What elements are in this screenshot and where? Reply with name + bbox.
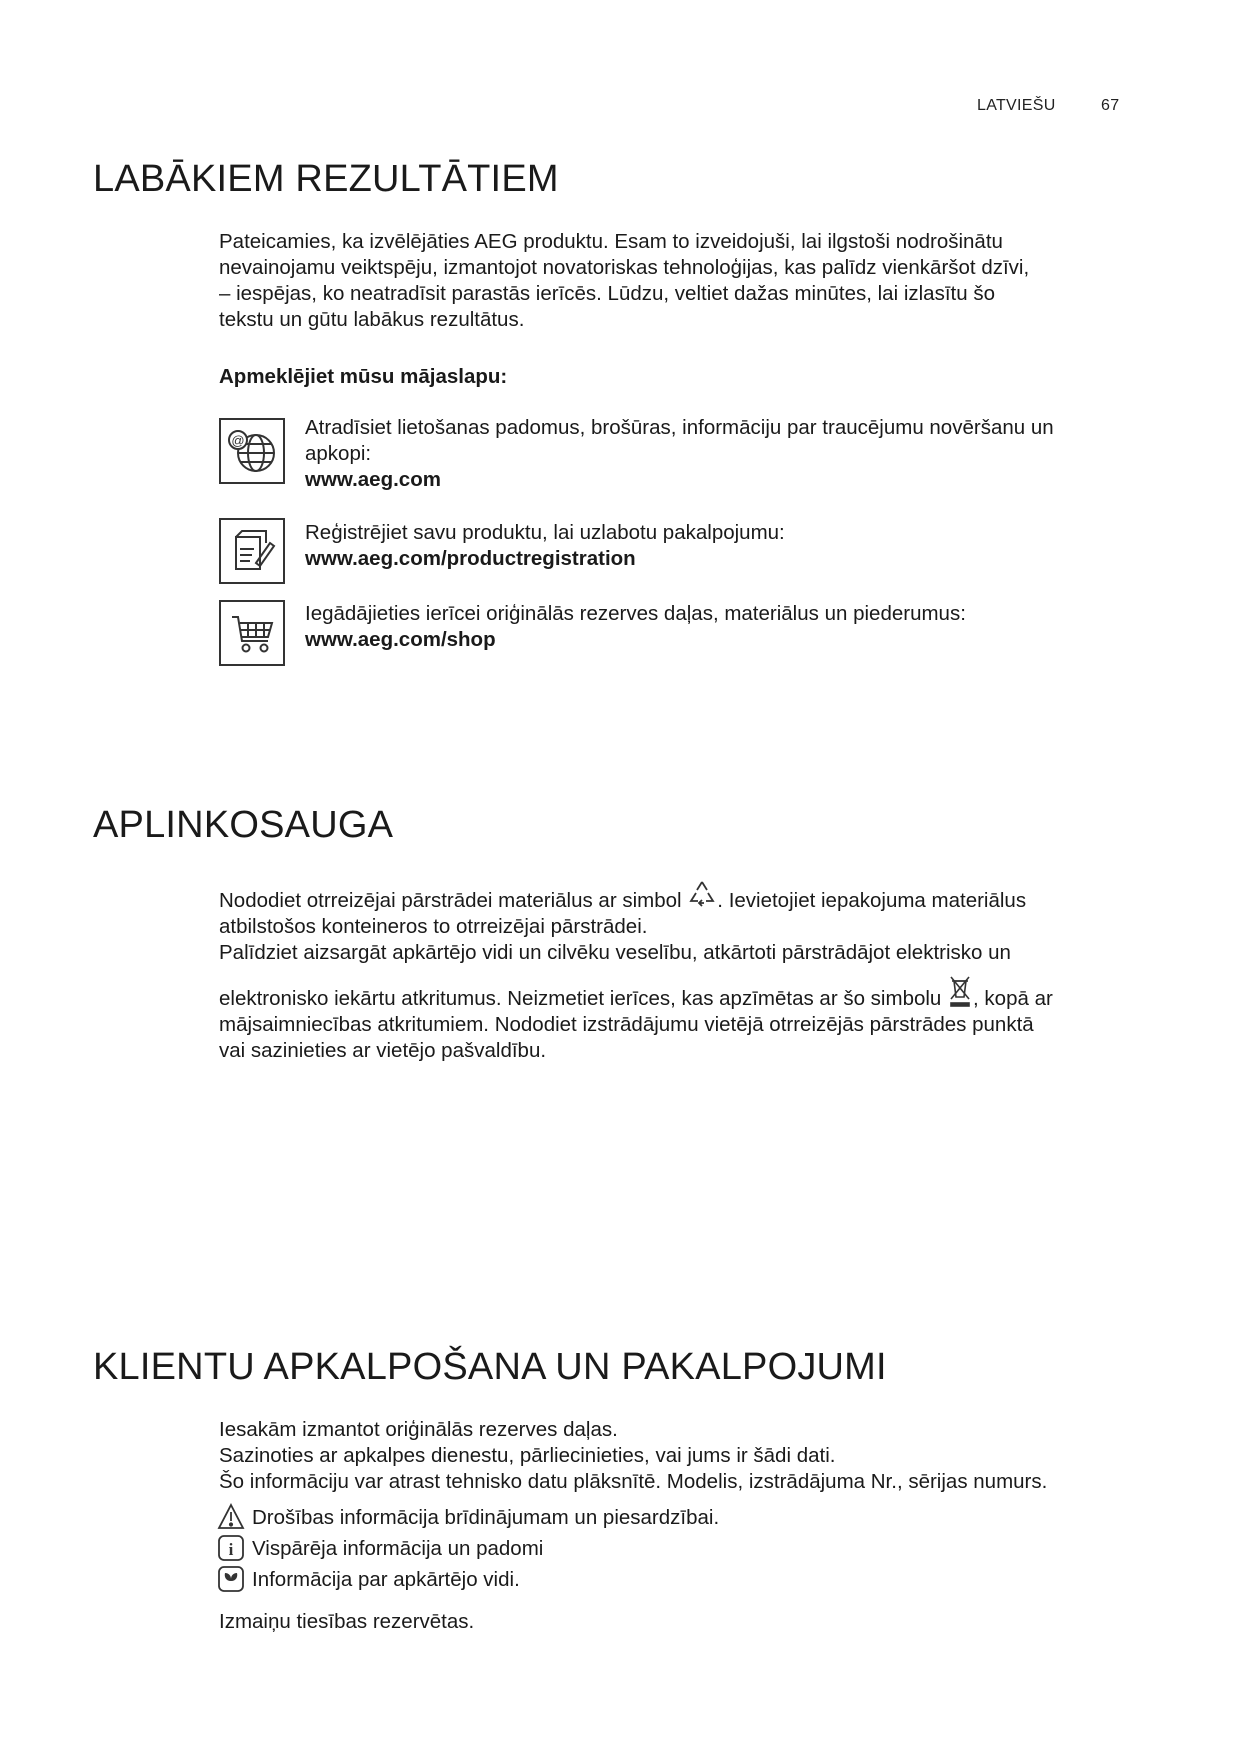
item-help-text (305, 415, 1054, 493)
service-line: Šo informāciju var atrast tehnisko datu plāksnītē. Modelis, izstrādājuma Nr., sērijas numurs. (219, 1470, 1048, 1493)
globe-at-icon (219, 418, 285, 484)
env-line: mājsaimniecības atkritumiem. Nododiet izstrādājumu vietējā otrreizējās pārstrādes punktā (219, 1013, 1034, 1036)
item-shop-text (305, 601, 966, 653)
item-line: Reģistrējiet savu produktu, lai uzlabotu pakalpojumu: (305, 521, 785, 544)
env-line (219, 879, 1026, 914)
item-line: apkopi: (305, 442, 372, 465)
intro-line: Pateicamies, ka izvēlējāties AEG produktu. Esam to izveidojuši, lai ilgstoši nodrošinātu (219, 230, 1003, 253)
section-title-customer-service: KLIENTU APKALPOŠANA UN PAKALPOJUMI (93, 1346, 887, 1388)
service-line: Iesakām izmantot oriģinālās rezerves daļas. (219, 1418, 618, 1441)
header-language: LATVIEŠU (977, 97, 1056, 114)
recycle-icon (687, 879, 717, 909)
link-product-registration[interactable]: www.aeg.com/productregistration (305, 547, 636, 570)
env-line: Palīdziet aizsargāt apkārtējo vidi un cilvēku veselību, atkārtoti pārstrādājot elektrisko un (219, 941, 1011, 964)
rights-reserved-note: Izmaiņu tiesības rezervētas. (219, 1610, 475, 1633)
legend-info-text: Vispārēja informācija un padomi (252, 1537, 544, 1560)
legend-environment-text: Informācija par apkārtējo vidi. (252, 1568, 520, 1591)
crossed-bin-icon (947, 975, 973, 1009)
link-aeg-shop[interactable]: www.aeg.com/shop (305, 628, 496, 651)
service-paragraph (219, 1417, 1047, 1495)
intro-line: nevainojamu veiktspēju, izmantojot novatoriskas tehnoloģijas, kas palīdz vienkāršot dzīvi, (219, 256, 1030, 279)
env-line (219, 975, 1053, 1012)
env-line: atbilstošos konteineros to otrreizējai pārstrādei. (219, 915, 648, 938)
intro-line: tekstu un gūtu labākus rezultātus. (219, 308, 525, 331)
env-text: , kopā ar (973, 987, 1053, 1010)
svg-text:@: @ (231, 433, 245, 448)
item-line: Atradīsiet lietošanas padomus, brošūras, informāciju par traucējumu novēršanu un (305, 416, 1054, 439)
intro-paragraph (219, 229, 1029, 333)
registration-note-icon (219, 518, 285, 584)
visit-website-label: Apmeklējiet mūsu mājaslapu: (219, 365, 508, 388)
intro-line: – iespējas, ko neatradīsit parastās ierīcēs. Lūdzu, veltiet dažas minūtes, lai izlasītu šo (219, 282, 995, 305)
page-number: 67 (1101, 97, 1120, 114)
env-line: vai sazinieties ar vietējo pašvaldību. (219, 1039, 547, 1062)
warning-triangle-icon (217, 1503, 245, 1531)
env-text: . Ievietojiet iepakojuma materiālus (717, 889, 1027, 912)
legend-safety-text: Drošības informācija brīdinājumam un piesardzībai. (252, 1506, 720, 1529)
section-title-environment: APLINKOSAUGA (93, 804, 394, 846)
environment-paragraph (219, 879, 1026, 966)
service-line: Sazinoties ar apkalpes dienestu, pārliecinieties, vai jums ir šādi dati. (219, 1444, 836, 1467)
environment-leaf-icon (217, 1565, 245, 1593)
shopping-cart-icon (219, 600, 285, 666)
link-aeg-com[interactable]: www.aeg.com (305, 468, 441, 491)
item-register-text (305, 520, 785, 572)
section-title-results: LABĀKIEM REZULTĀTIEM (93, 158, 559, 200)
environment-paragraph-2 (219, 975, 1053, 1064)
env-text: elektronisko iekārtu atkritumus. Neizmetiet ierīces, kas apzīmētas ar šo simbolu (219, 987, 942, 1010)
svg-text:i: i (228, 1540, 234, 1559)
env-text: Nododiet otrreizējai pārstrādei materiālus ar simbol (219, 889, 682, 912)
item-line: Iegādājieties ierīcei oriģinālās rezerves daļas, materiālus un piederumus: (305, 602, 966, 625)
info-icon (217, 1534, 245, 1562)
